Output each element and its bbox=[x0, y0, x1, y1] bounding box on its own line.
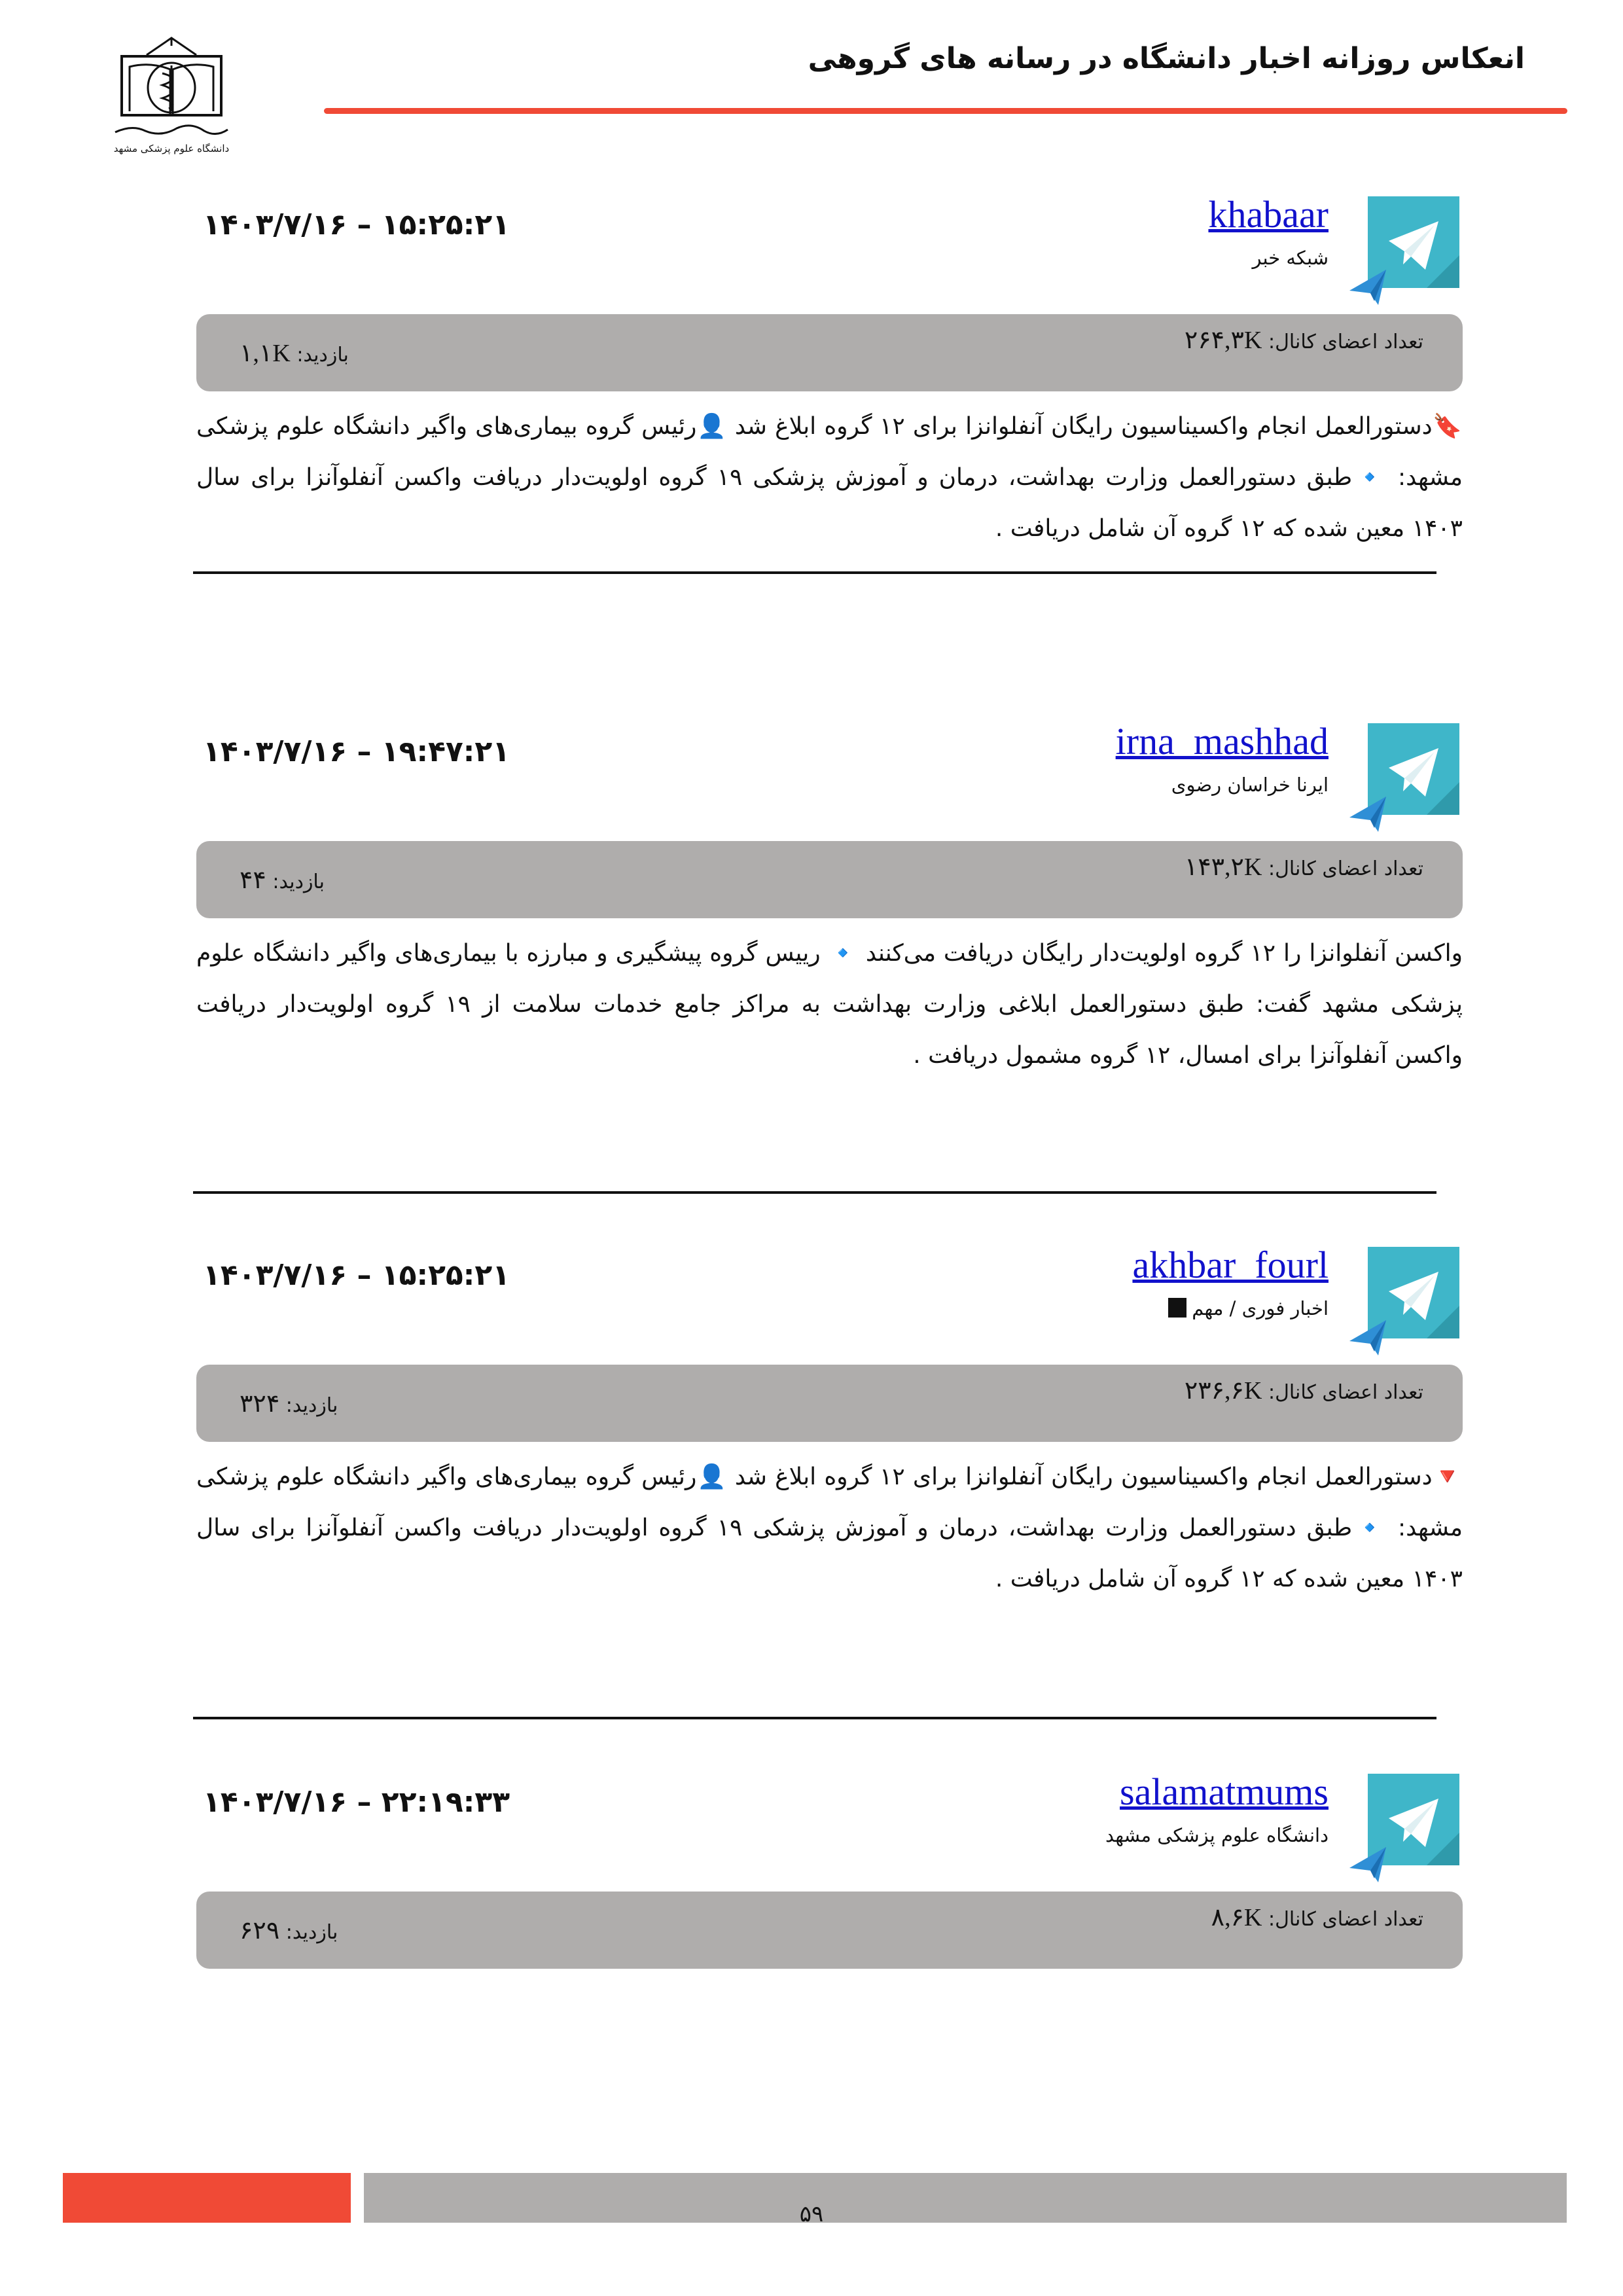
logo-caption: دانشگاه علوم پزشکی مشهد bbox=[113, 143, 230, 154]
members-count: تعداد اعضای کانال: ۲۳۶,۶K bbox=[1184, 1377, 1423, 1405]
post-timestamp: ۱۴۰۳/۷/۱۶ – ۱۹:۴۷:۲۱ bbox=[203, 735, 510, 768]
views-count: بازدید: ۶۲۹ bbox=[240, 1917, 338, 1945]
stats-bar bbox=[196, 314, 1463, 391]
channel-name: شبکه خبر bbox=[1252, 247, 1329, 269]
telegram-icon bbox=[1348, 196, 1459, 308]
channel-name: اخبار فوری / مهم bbox=[674, 1294, 1329, 1323]
channel-name: دانشگاه علوم پزشکی مشهد bbox=[1105, 1824, 1329, 1846]
members-count: تعداد اعضای کانال: ۸,۶K bbox=[1211, 1904, 1423, 1931]
post-timestamp: ۱۴۰۳/۷/۱۶ – ۲۲:۱۹:۳۳ bbox=[203, 1785, 510, 1819]
bookmark-icon bbox=[1168, 1298, 1186, 1318]
footer-accent-bar bbox=[63, 2173, 351, 2223]
post-timestamp: ۱۴۰۳/۷/۱۶ – ۱۵:۲۵:۲۱ bbox=[203, 208, 510, 242]
post-divider bbox=[193, 1191, 1436, 1194]
post-card bbox=[0, 1770, 1623, 2140]
channel-handle-link[interactable]: salamatmums bbox=[1120, 1770, 1329, 1813]
stats-bar bbox=[196, 841, 1463, 918]
post-card bbox=[0, 193, 1623, 563]
university-logo bbox=[106, 34, 237, 165]
title-underline bbox=[324, 108, 1567, 114]
channel-name: ایرنا خراسان رضوی bbox=[1171, 774, 1329, 796]
channel-handle-link[interactable]: irna_mashhad bbox=[1115, 720, 1329, 762]
telegram-icon bbox=[1348, 1774, 1459, 1885]
post-divider bbox=[193, 571, 1436, 574]
page-number: ۵۹ bbox=[799, 2201, 824, 2227]
post-card bbox=[0, 1244, 1623, 1613]
views-count: بازدید: ۳۲۴ bbox=[240, 1390, 338, 1418]
post-divider bbox=[193, 1717, 1436, 1719]
telegram-icon bbox=[1348, 1247, 1459, 1358]
post-text: 🔖دستورالعمل انجام واکسیناسیون رایگان آنفلوانزا برای ۱۲ گروه ابلاغ شد 👤رئیس گروه بیماری‌های واگیر دانشگاه علوم پزشکی مشهد: 🔹طبق دستورالعمل وزارت بهداشت، درمان و آموزش پزشکی ۱۹ گروه اولویت‌دار دریافت واکسن آنفلوآنزا برای سال ۱۴۰۳ معین شده که ۱۲ گروه آن شامل دریافت . bbox=[196, 413, 1463, 542]
members-count: تعداد اعضای کانال: ۲۶۴,۳K bbox=[1184, 327, 1423, 354]
channel-handle-link[interactable]: khabaar bbox=[1208, 193, 1329, 236]
telegram-icon bbox=[1348, 723, 1459, 834]
views-count: بازدید: ۴۴ bbox=[240, 867, 325, 894]
stats-bar bbox=[196, 1892, 1463, 1969]
views-count: بازدید: ۱,۱K bbox=[240, 340, 349, 367]
post-timestamp: ۱۴۰۳/۷/۱۶ – ۱۵:۲۵:۲۱ bbox=[203, 1259, 510, 1292]
members-count: تعداد اعضای کانال: ۱۴۳,۲K bbox=[1184, 853, 1423, 881]
page-title: انعکاس روزانه اخبار دانشگاه در رسانه های گروهی bbox=[808, 42, 1525, 75]
channel-handle-link[interactable]: akhbar_fourl bbox=[1132, 1244, 1329, 1286]
post-text: واکسن آنفلوانزا را ۱۲ گروه اولویت‌دار رایگان دریافت می‌کنند 🔹 رییس گروه پیشگیری و مبارزه با بیماری‌های واگیر دانشگاه علوم پزشکی مشهد گفت: طبق دستورالعمل ابلاغی وزارت بهداشت به مراکز جامع خدمات سلامت از ۱۹ گروه اولویت‌دار دریافت واکسن آنفلوآنزا برای امسال، ۱۲ گروه مشمول دریافت . bbox=[196, 940, 1463, 1069]
post-card bbox=[0, 720, 1623, 1090]
post-text: 🔻دستورالعمل انجام واکسیناسیون رایگان آنفلوانزا برای ۱۲ گروه ابلاغ شد 👤رئیس گروه بیماری‌های واگیر دانشگاه علوم پزشکی مشهد: 🔹طبق دستورالعمل وزارت بهداشت، درمان و آموزش پزشکی ۱۹ گروه اولویت‌دار دریافت واکسن آنفلوآنزا برای سال ۱۴۰۳ معین شده که ۱۲ گروه آن شامل دریافت . bbox=[196, 1463, 1463, 1592]
footer-bar bbox=[364, 2173, 1567, 2223]
stats-bar bbox=[196, 1365, 1463, 1442]
